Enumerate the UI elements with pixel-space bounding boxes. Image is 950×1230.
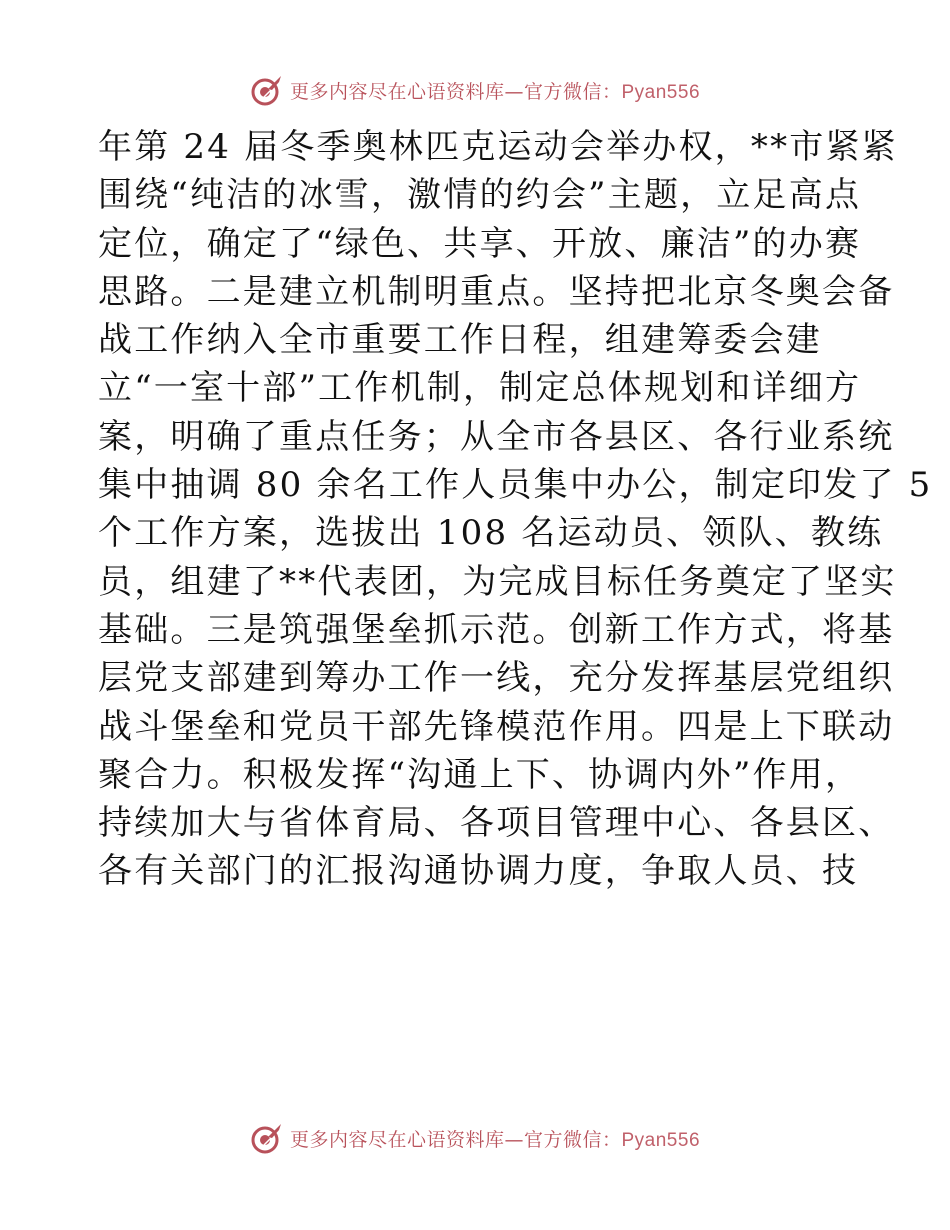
banner-text (290, 1125, 700, 1152)
text-line: 立“一室十部”工作机制，制定总体规划和详细方 (98, 368, 862, 409)
text-line: 围绕“纯洁的冰雪，激情的约会”主题，立足高点 (98, 175, 862, 216)
text-line: 战工作纳入全市重要工作日程，组建筹委会建 (98, 320, 822, 361)
wechat-id: Pyan556 (621, 81, 701, 103)
text-line: 战斗堡垒和党员干部先锋模范作用。四是上下联动 (98, 706, 895, 747)
text-line: 员，组建了**代表团，为完成目标任务奠定了坚实 (98, 561, 897, 602)
quill-logo-icon (250, 73, 284, 107)
text-line: 个工作方案，选拔出 108 名运动员、领队、教练 (98, 513, 884, 554)
banner-separator: — (504, 80, 524, 103)
text-line: 案，明确了重点任务；从全市各县区、各行业系统 (98, 416, 895, 457)
text-line: 思路。二是建立机制明重点。坚持把北京冬奥会备 (98, 271, 895, 312)
banner-text (290, 77, 700, 104)
wechat-label: 官方微信： (523, 80, 622, 103)
banner-slogan: 更多内容尽在心语资料库 (289, 1128, 505, 1151)
text-line: 持续加大与省体育局、各项目管理中心、各县区、 (98, 803, 895, 844)
wechat-label: 官方微信： (523, 1128, 622, 1151)
document-body (98, 123, 933, 896)
footer-banner (0, 1118, 950, 1158)
banner-slogan: 更多内容尽在心语资料库 (289, 80, 505, 103)
wechat-id: Pyan556 (621, 1129, 701, 1151)
quill-logo-icon (250, 1121, 284, 1155)
banner-separator: — (504, 1128, 524, 1151)
text-line: 聚合力。积极发挥“沟通上下、协调内外”作用， (98, 754, 862, 795)
text-line: 各有关部门的汇报沟通协调力度，争取人员、技 (98, 851, 859, 892)
text-line: 定位，确定了“绿色、共享、开放、廉洁”的办赛 (98, 223, 862, 264)
header-banner (0, 70, 950, 110)
text-line: 年第 24 届冬季奥林匹克运动会举办权，**市紧紧 (98, 127, 898, 167)
text-line: 集中抽调 80 余名工作人员集中办公，制定印发了 5 (98, 465, 933, 506)
text-line: 层党支部建到筹办工作一线，充分发挥基层党组织 (98, 658, 895, 699)
text-line: 基础。三是筑强堡垒抓示范。创新工作方式，将基 (98, 609, 895, 650)
